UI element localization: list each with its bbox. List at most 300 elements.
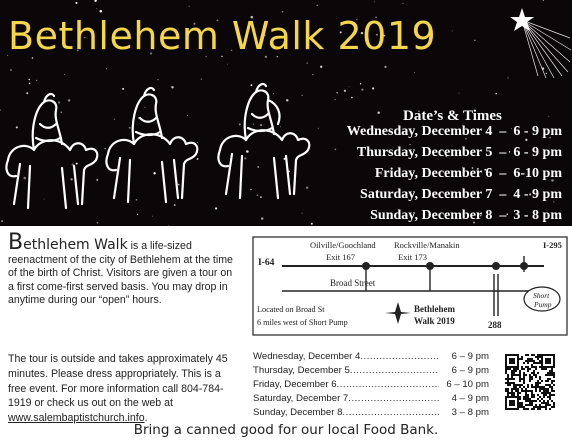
qr-module xyxy=(525,374,527,376)
qr-module xyxy=(505,382,507,384)
qr-module xyxy=(537,372,539,374)
qr-module xyxy=(537,408,539,410)
interstate-295-marker xyxy=(520,262,528,270)
qr-module xyxy=(529,368,531,370)
qr-module xyxy=(521,388,523,390)
qr-module xyxy=(525,366,527,368)
qr-module xyxy=(527,386,529,388)
qr-module xyxy=(551,388,553,390)
wise-men-on-camels-illustration xyxy=(0,80,320,226)
qr-module xyxy=(535,384,537,386)
qr-module xyxy=(543,388,545,390)
qr-module xyxy=(539,404,541,406)
qr-module xyxy=(521,358,523,360)
schedule-time: 6 – 10 pm xyxy=(446,379,489,390)
schedule-list xyxy=(253,350,489,420)
qr-module xyxy=(531,354,533,356)
date-day: Friday, xyxy=(374,166,418,181)
qr-module xyxy=(545,408,547,410)
schedule-row xyxy=(253,406,489,420)
qr-module xyxy=(507,388,509,390)
star-dot xyxy=(495,93,497,95)
qr-module xyxy=(531,400,533,402)
qr-module xyxy=(525,396,527,398)
qr-module xyxy=(531,392,533,394)
qr-module xyxy=(533,406,535,408)
qr-module xyxy=(549,394,551,396)
date-row xyxy=(375,166,562,186)
qr-module xyxy=(549,372,551,374)
qr-module xyxy=(505,378,507,380)
qr-module xyxy=(547,388,549,390)
qr-module xyxy=(505,370,507,372)
qr-module xyxy=(551,370,553,372)
star-dot xyxy=(374,1,375,2)
qr-module xyxy=(543,406,545,408)
star-dot xyxy=(227,64,228,65)
qr-module xyxy=(523,376,525,378)
qr-module xyxy=(527,390,529,392)
qr-module xyxy=(513,392,515,394)
qr-module xyxy=(527,400,529,402)
qr-module xyxy=(527,366,529,368)
qr-module xyxy=(509,378,511,380)
qr-module xyxy=(545,404,547,406)
qr-module xyxy=(535,390,537,392)
qr-module xyxy=(509,382,511,384)
qr-module xyxy=(515,390,517,392)
star-dot xyxy=(317,5,318,6)
qr-module xyxy=(527,362,529,364)
qr-module xyxy=(531,366,533,368)
leader-dots xyxy=(348,392,439,406)
star-dot xyxy=(402,3,403,4)
qr-module xyxy=(521,356,523,358)
qr-module xyxy=(535,356,537,358)
qr-module xyxy=(523,386,525,388)
qr-module xyxy=(553,406,555,408)
qr-module xyxy=(511,390,513,392)
qr-module xyxy=(529,374,531,376)
schedule-time: 4 – 9 pm xyxy=(451,393,489,404)
qr-module xyxy=(529,390,531,392)
star-dot xyxy=(384,66,386,68)
qr-module xyxy=(523,380,525,382)
qr-module xyxy=(543,402,545,404)
qr-module xyxy=(549,384,551,386)
qr-module xyxy=(517,374,519,376)
qr-module xyxy=(531,378,533,380)
qr-module xyxy=(553,374,555,376)
qr-module xyxy=(515,388,517,390)
qr-module xyxy=(545,380,547,382)
qr-module xyxy=(537,380,539,382)
qr-module xyxy=(541,368,543,370)
qr-module xyxy=(513,384,515,386)
qr-module xyxy=(513,378,515,380)
qr-module xyxy=(537,398,539,400)
qr-module xyxy=(515,374,517,376)
qr-module xyxy=(519,378,521,380)
qr-module xyxy=(533,370,535,372)
qr-module xyxy=(523,372,525,374)
qr-module xyxy=(549,386,551,388)
qr-module xyxy=(539,388,541,390)
qr-module xyxy=(519,404,521,406)
qr-module xyxy=(551,406,553,408)
qr-module xyxy=(541,386,543,388)
qr-module xyxy=(547,372,549,374)
qr-module xyxy=(519,374,521,376)
qr-module xyxy=(515,384,517,386)
qr-module xyxy=(523,368,525,370)
directions-map xyxy=(252,236,568,336)
qr-module xyxy=(533,386,535,388)
qr-module xyxy=(545,402,547,404)
qr-module xyxy=(519,396,521,398)
qr-module xyxy=(519,386,521,388)
date-day: Wednesday, xyxy=(346,124,418,139)
qr-module xyxy=(525,360,527,362)
qr-module xyxy=(539,386,541,388)
qr-module xyxy=(531,390,533,392)
camel-rider-2 xyxy=(106,88,197,202)
qr-module xyxy=(519,392,521,394)
qr-module xyxy=(551,372,553,374)
tour-paragraph xyxy=(8,352,240,426)
qr-module xyxy=(519,384,521,386)
qr-module xyxy=(553,390,555,392)
qr-module xyxy=(531,364,533,366)
date-row xyxy=(360,187,562,207)
qr-module xyxy=(529,402,531,404)
qr-module xyxy=(521,368,523,370)
qr-module xyxy=(521,366,523,368)
qr-module xyxy=(531,396,533,398)
qr-module xyxy=(535,388,537,390)
qr-module xyxy=(539,406,541,408)
schedule-row xyxy=(253,364,489,378)
qr-module xyxy=(543,394,545,396)
date-separator: – xyxy=(495,124,510,139)
qr-module xyxy=(545,384,547,386)
qr-module xyxy=(523,382,525,384)
qr-module xyxy=(535,404,537,406)
website-link[interactable]: www.salembaptistchurch.info xyxy=(8,412,145,425)
qr-module xyxy=(509,392,511,394)
qr-module xyxy=(519,370,521,372)
qr-module xyxy=(507,374,509,376)
schedule-time: 6 – 9 pm xyxy=(451,365,489,376)
leader-dots xyxy=(350,364,439,378)
date-day: Thursday, xyxy=(356,145,418,160)
schedule-time: 3 – 8 pm xyxy=(451,407,489,418)
qr-module xyxy=(527,394,529,396)
date-time: 4 - 9 pm xyxy=(513,187,562,202)
qr-module xyxy=(539,400,541,402)
qr-module xyxy=(549,398,551,400)
qr-module xyxy=(551,390,553,392)
qr-module xyxy=(507,376,509,378)
date-row xyxy=(347,124,562,144)
qr-module xyxy=(539,362,541,364)
qr-module xyxy=(549,370,551,372)
qr-module xyxy=(513,394,515,396)
qr-module xyxy=(507,378,509,380)
qr-module xyxy=(541,398,543,400)
star-dot xyxy=(351,97,353,99)
star-dot xyxy=(459,93,460,94)
qr-module xyxy=(541,380,543,382)
qr-module xyxy=(515,368,517,370)
qr-module xyxy=(537,394,539,396)
qr-module xyxy=(521,390,523,392)
qr-module xyxy=(535,382,537,384)
exit167-name-label: Oilville/Goochland xyxy=(310,240,376,250)
exit167-label: Exit 167 xyxy=(326,252,356,262)
qr-module xyxy=(531,408,533,410)
qr-module xyxy=(529,380,531,382)
qr-module xyxy=(539,356,541,358)
qr-module xyxy=(553,404,555,406)
qr-module xyxy=(531,386,533,388)
qr-module xyxy=(521,378,523,380)
qr-module xyxy=(515,370,517,372)
qr-module xyxy=(531,360,533,362)
qr-module xyxy=(547,404,549,406)
camel-rider-3 xyxy=(218,84,309,198)
qr-module xyxy=(553,394,555,396)
qr-module xyxy=(531,384,533,386)
tour-text: The tour is outside and takes approximately 45 minutes. Please dress appropriately. This is a free event. For more information call 804-784-1919 or check us out on the web at xyxy=(8,353,228,410)
qr-module xyxy=(551,400,553,402)
qr-module xyxy=(551,380,553,382)
qr-module xyxy=(515,386,517,388)
exit-173-marker xyxy=(426,262,434,270)
qr-module xyxy=(551,382,553,384)
qr-module xyxy=(545,392,547,394)
qr-module xyxy=(543,396,545,398)
marker-label-1: Bethlehem xyxy=(414,304,455,314)
qr-module xyxy=(509,358,515,364)
qr-module xyxy=(529,398,531,400)
qr-module xyxy=(507,394,509,396)
qr-module xyxy=(519,406,521,408)
schedule-day: Wednesday, December 4 xyxy=(253,351,361,362)
qr-module xyxy=(531,358,533,360)
star-dot xyxy=(360,83,361,84)
qr-module xyxy=(553,380,555,382)
qr-module xyxy=(539,360,541,362)
broad-street-label: Broad Street xyxy=(330,278,376,288)
qr-module xyxy=(505,388,507,390)
date-time: 6-10 pm xyxy=(513,166,562,181)
qr-module xyxy=(511,378,513,380)
marker-label-2: Walk 2019 xyxy=(414,316,455,326)
star-dot xyxy=(94,0,96,2)
qr-module xyxy=(519,376,521,378)
intro-lead-text: ethlehem Walk xyxy=(23,237,128,253)
star-dot xyxy=(349,86,350,87)
qr-module xyxy=(505,372,507,374)
qr-module xyxy=(541,392,543,394)
qr-module xyxy=(537,384,539,386)
exit-167-marker xyxy=(362,262,370,270)
qr-module xyxy=(533,408,535,410)
qr-module xyxy=(535,374,537,376)
date-row xyxy=(357,145,562,165)
location-line-2: 6 miles west of Short Pump xyxy=(257,318,348,327)
star-dot xyxy=(361,88,363,90)
schedule-day: Friday, December 6 xyxy=(253,379,337,390)
qr-module xyxy=(537,386,539,388)
qr-module xyxy=(537,354,539,356)
qr-module xyxy=(507,392,509,394)
qr-module xyxy=(507,382,509,384)
qr-module xyxy=(529,404,531,406)
qr-module xyxy=(549,392,551,394)
qr-module xyxy=(517,384,519,386)
date-row xyxy=(370,208,562,226)
intro-paragraph xyxy=(8,230,240,308)
qr-module xyxy=(541,402,543,404)
qr-module xyxy=(543,400,545,402)
qr-module xyxy=(545,368,547,370)
qr-module xyxy=(539,396,541,398)
date-separator: – xyxy=(495,166,510,181)
qr-module xyxy=(533,366,535,368)
qr-module xyxy=(511,376,513,378)
qr-module xyxy=(545,388,547,390)
qr-module xyxy=(529,378,531,380)
star-dot xyxy=(282,11,283,12)
qr-module xyxy=(517,368,519,370)
qr-module xyxy=(531,404,533,406)
qr-module xyxy=(513,386,515,388)
date-date: December 5 xyxy=(421,145,493,160)
star-dot xyxy=(10,69,12,71)
qr-module xyxy=(525,394,527,396)
qr-module xyxy=(509,400,515,406)
qr-module xyxy=(533,372,535,374)
qr-module xyxy=(533,360,535,362)
qr-module xyxy=(539,408,541,410)
qr-module xyxy=(527,354,529,356)
qr-module xyxy=(547,400,549,402)
qr-module xyxy=(543,392,545,394)
qr-module xyxy=(519,402,521,404)
qr-module xyxy=(505,390,507,392)
qr-module xyxy=(521,404,523,406)
qr-module xyxy=(507,380,509,382)
star-dot xyxy=(548,116,549,117)
star-dot xyxy=(452,30,453,31)
qr-module xyxy=(545,406,547,408)
qr-module xyxy=(533,362,535,364)
qr-module xyxy=(511,370,513,372)
qr-module xyxy=(553,372,555,374)
qr-code-icon[interactable] xyxy=(505,354,555,410)
leader-dots xyxy=(337,378,439,392)
date-time: 6 - 9 pm xyxy=(513,124,562,139)
qr-module xyxy=(519,398,521,400)
qr-module xyxy=(511,388,513,390)
qr-module xyxy=(517,390,519,392)
qr-module xyxy=(513,388,515,390)
qr-module xyxy=(553,384,555,386)
qr-module xyxy=(551,394,553,396)
qr-module xyxy=(525,354,527,356)
qr-module xyxy=(533,374,535,376)
qr-module xyxy=(507,390,509,392)
qr-module xyxy=(513,370,515,372)
qr-module xyxy=(521,384,523,386)
qr-module xyxy=(519,380,521,382)
star-dot xyxy=(344,90,346,92)
qr-module xyxy=(549,404,551,406)
qr-module xyxy=(547,384,549,386)
star-dot xyxy=(96,8,97,9)
qr-module xyxy=(527,360,529,362)
date-date: December 4 xyxy=(421,124,493,139)
schedule-day: Saturday, December 7 xyxy=(253,393,349,404)
exit173-name-label: Rockville/Manakin xyxy=(394,240,460,250)
qr-module xyxy=(539,354,541,356)
short-pump-label-2: Pump xyxy=(534,300,552,309)
qr-module xyxy=(529,376,531,378)
qr-module xyxy=(547,380,549,382)
qr-module xyxy=(525,390,527,392)
qr-module xyxy=(547,396,549,398)
qr-module xyxy=(533,396,535,398)
schedule-day: Sunday, December 8 xyxy=(253,407,343,418)
date-date: December 8 xyxy=(421,208,493,223)
qr-module xyxy=(539,382,541,384)
qr-module xyxy=(547,392,549,394)
qr-module xyxy=(533,394,535,396)
star-dot xyxy=(335,149,337,151)
qr-module xyxy=(531,376,533,378)
qr-module xyxy=(525,398,527,400)
star-dot xyxy=(306,62,307,63)
qr-module xyxy=(513,372,515,374)
qr-module xyxy=(519,358,521,360)
star-dot xyxy=(543,0,544,1)
qr-module xyxy=(535,376,537,378)
banner-title: Bethlehem Walk 2019 xyxy=(8,14,437,58)
qr-module xyxy=(525,400,527,402)
schedule-row xyxy=(253,392,489,406)
qr-module xyxy=(543,386,545,388)
qr-module xyxy=(535,386,537,388)
qr-module xyxy=(517,388,519,390)
location-line-1: Located on Broad St xyxy=(257,305,325,314)
qr-module xyxy=(529,358,531,360)
qr-module xyxy=(549,374,551,376)
schedule-day: Thursday, December 5 xyxy=(253,365,350,376)
star-of-bethlehem-icon xyxy=(470,2,572,78)
qr-module xyxy=(527,404,529,406)
qr-module xyxy=(541,388,543,390)
route-288-label: 288 xyxy=(488,320,502,330)
star-dot xyxy=(75,2,77,4)
qr-module xyxy=(523,390,525,392)
qr-module xyxy=(547,390,549,392)
qr-module xyxy=(523,408,525,410)
qr-module xyxy=(531,402,533,404)
qr-module xyxy=(537,356,539,358)
footer-note: Bring a canned good for our local Food Bank. xyxy=(133,422,439,438)
